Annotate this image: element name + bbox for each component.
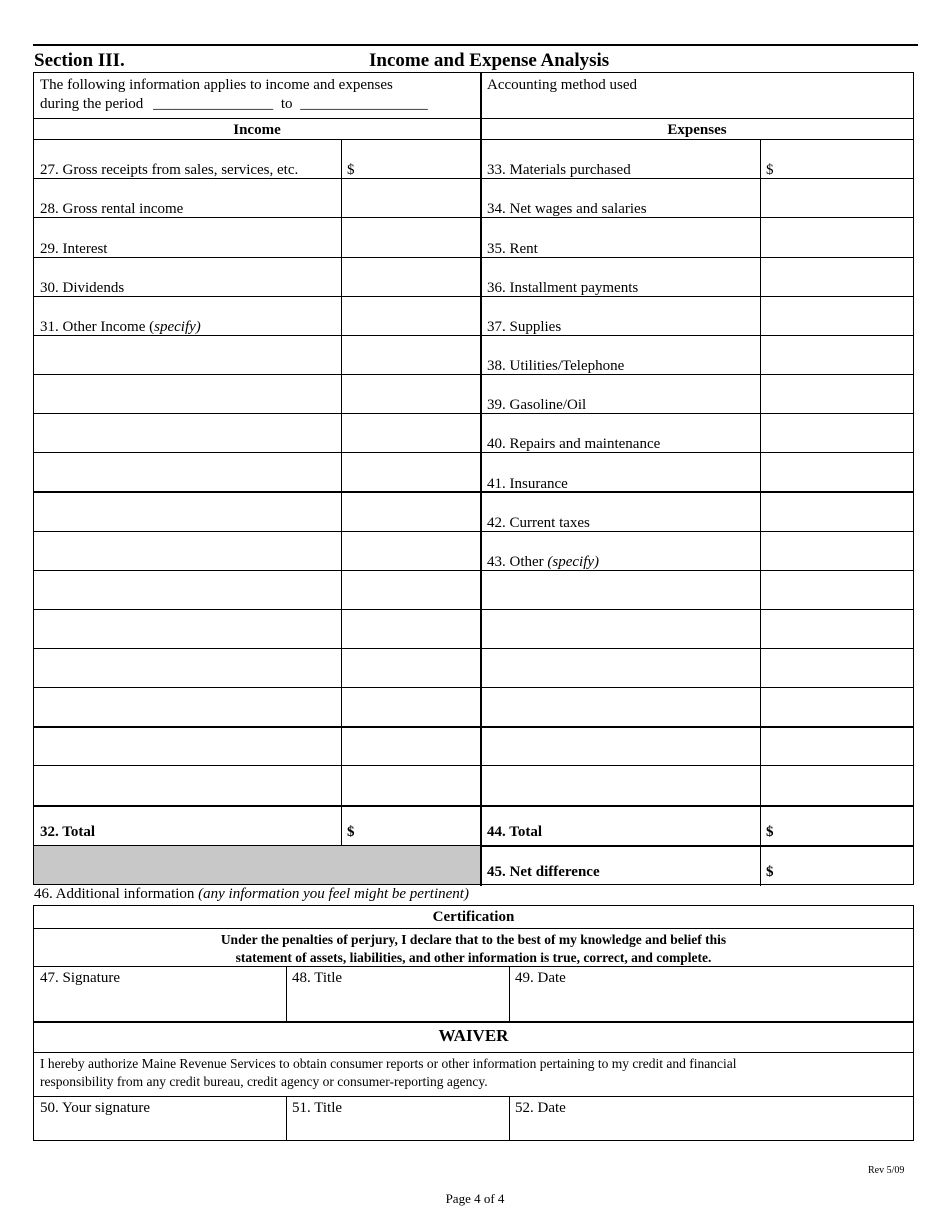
period-rule [34,118,913,119]
additional-information-label: 46. Additional information [34,886,199,902]
shaded-cell [34,846,480,884]
income-item-29: 29. Interest [40,241,108,257]
cert-heading-rule [34,928,913,929]
waiver-table [33,1021,914,1141]
row-rule [34,335,913,336]
expense-total-currency: $ [766,824,774,840]
income-total-label: 32. Total [40,824,96,840]
title-field-48[interactable]: 48. Title [292,970,343,986]
income-heading: Income [233,122,281,138]
period-to: to [280,96,293,112]
waiver-divider-2 [509,1096,510,1140]
page-number: Page 4 of 4 [445,1191,505,1206]
row-rule [34,217,913,218]
income-item-31-text: 31. Other Income ( [40,319,155,335]
title-field-51[interactable]: 51. Title [292,1100,343,1116]
header-rule [33,44,918,46]
cert-divider-2 [509,966,510,1022]
expense-item-39: 39. Gasoline/Oil [487,397,587,413]
certification-heading: Certification [432,909,515,925]
row-rule [34,491,913,493]
row-rule [34,687,913,688]
row-rule [34,452,913,453]
row-rule [34,257,913,258]
date-field-49[interactable]: 49. Date [515,970,566,986]
accounting-method-label: Accounting method used [487,77,637,93]
waiver-divider-1 [286,1096,287,1140]
expenses-heading: Expenses [667,122,727,138]
waiver-line-2: responsibility from any credit bureau, credit agency or consumer-reporting agency. [40,1074,488,1089]
waiver-statement-rule [34,1096,913,1097]
expense-item-40: 40. Repairs and maintenance [487,436,661,452]
row-rule [34,609,913,610]
row-rule [34,726,913,728]
income-item-27: 27. Gross receipts from sales, services, etc. [40,162,299,178]
income-expense-table [33,72,914,885]
date-field-52[interactable]: 52. Date [515,1100,566,1116]
expense-item-33: 33. Materials purchased [487,162,631,178]
row-rule [34,765,913,766]
certification-table [33,905,914,1023]
cert-statement-rule [34,966,913,967]
period-line-2[interactable] [40,97,428,112]
expense-item-37: 37. Supplies [487,319,562,335]
income-total-currency: $ [347,824,355,840]
expense-item-34: 34. Net wages and salaries [487,201,647,217]
expense-total-label: 44. Total [487,824,543,840]
cert-divider-1 [286,966,287,1022]
expense-item-43-text: 43. Other [487,554,548,570]
period-line-1: The following information applies to income and expenses [40,77,393,93]
expense-item-42: 42. Current taxes [487,515,590,531]
expense-item-43 [487,555,599,570]
signature-field-50[interactable]: 50. Your signature [40,1100,151,1116]
row-rule [34,648,913,649]
row-rule [34,178,913,179]
row-rule [34,413,913,414]
period-end-blank[interactable]: _________________ [300,96,428,112]
income-item-30: 30. Dividends [40,280,125,296]
additional-information[interactable] [34,887,469,902]
revision-label: Rev 5/09 [868,1165,905,1176]
expense-item-35: 35. Rent [487,241,538,257]
row-rule [34,296,913,297]
net-difference-label: 45. Net difference [487,864,600,880]
waiver-line-1: I hereby authorize Maine Revenue Services to obtain consumer reports or other information pertaining to my credit and financial [40,1056,737,1071]
period-start-blank[interactable]: ________________ [153,96,274,112]
waiver-heading: WAIVER [438,1026,509,1045]
row-rule [34,531,913,532]
income-currency: $ [347,162,355,178]
expense-item-36: 36. Installment payments [487,280,639,296]
income-item-28: 28. Gross rental income [40,201,184,217]
period-prefix: during the period [40,96,144,112]
expense-item-38: 38. Utilities/Telephone [487,358,625,374]
row-rule [34,805,913,807]
expense-item-43-specify: (specify) [547,554,600,570]
income-item-31-specify: specify) [154,319,201,335]
net-difference-currency: $ [766,864,774,880]
row-rule [34,374,913,375]
expense-amount-divider [760,139,761,886]
expense-item-41: 41. Insurance [487,476,568,492]
additional-information-hint: (any information you feel might be pertinent) [198,886,469,902]
signature-field-47[interactable]: 47. Signature [40,970,120,986]
row-rule [34,570,913,571]
section-title: Income and Expense Analysis [369,50,610,71]
section-label: Section III. [34,50,125,71]
expense-currency: $ [766,162,774,178]
heading-rule [34,139,913,140]
income-item-31 [40,320,201,335]
certification-line-2: statement of assets, liabilities, and other information is true, correct, and complete. [235,950,712,965]
waiver-heading-rule [34,1052,913,1053]
certification-line-1: Under the penalties of perjury, I declare that to the best of my knowledge and belief this [220,932,727,947]
